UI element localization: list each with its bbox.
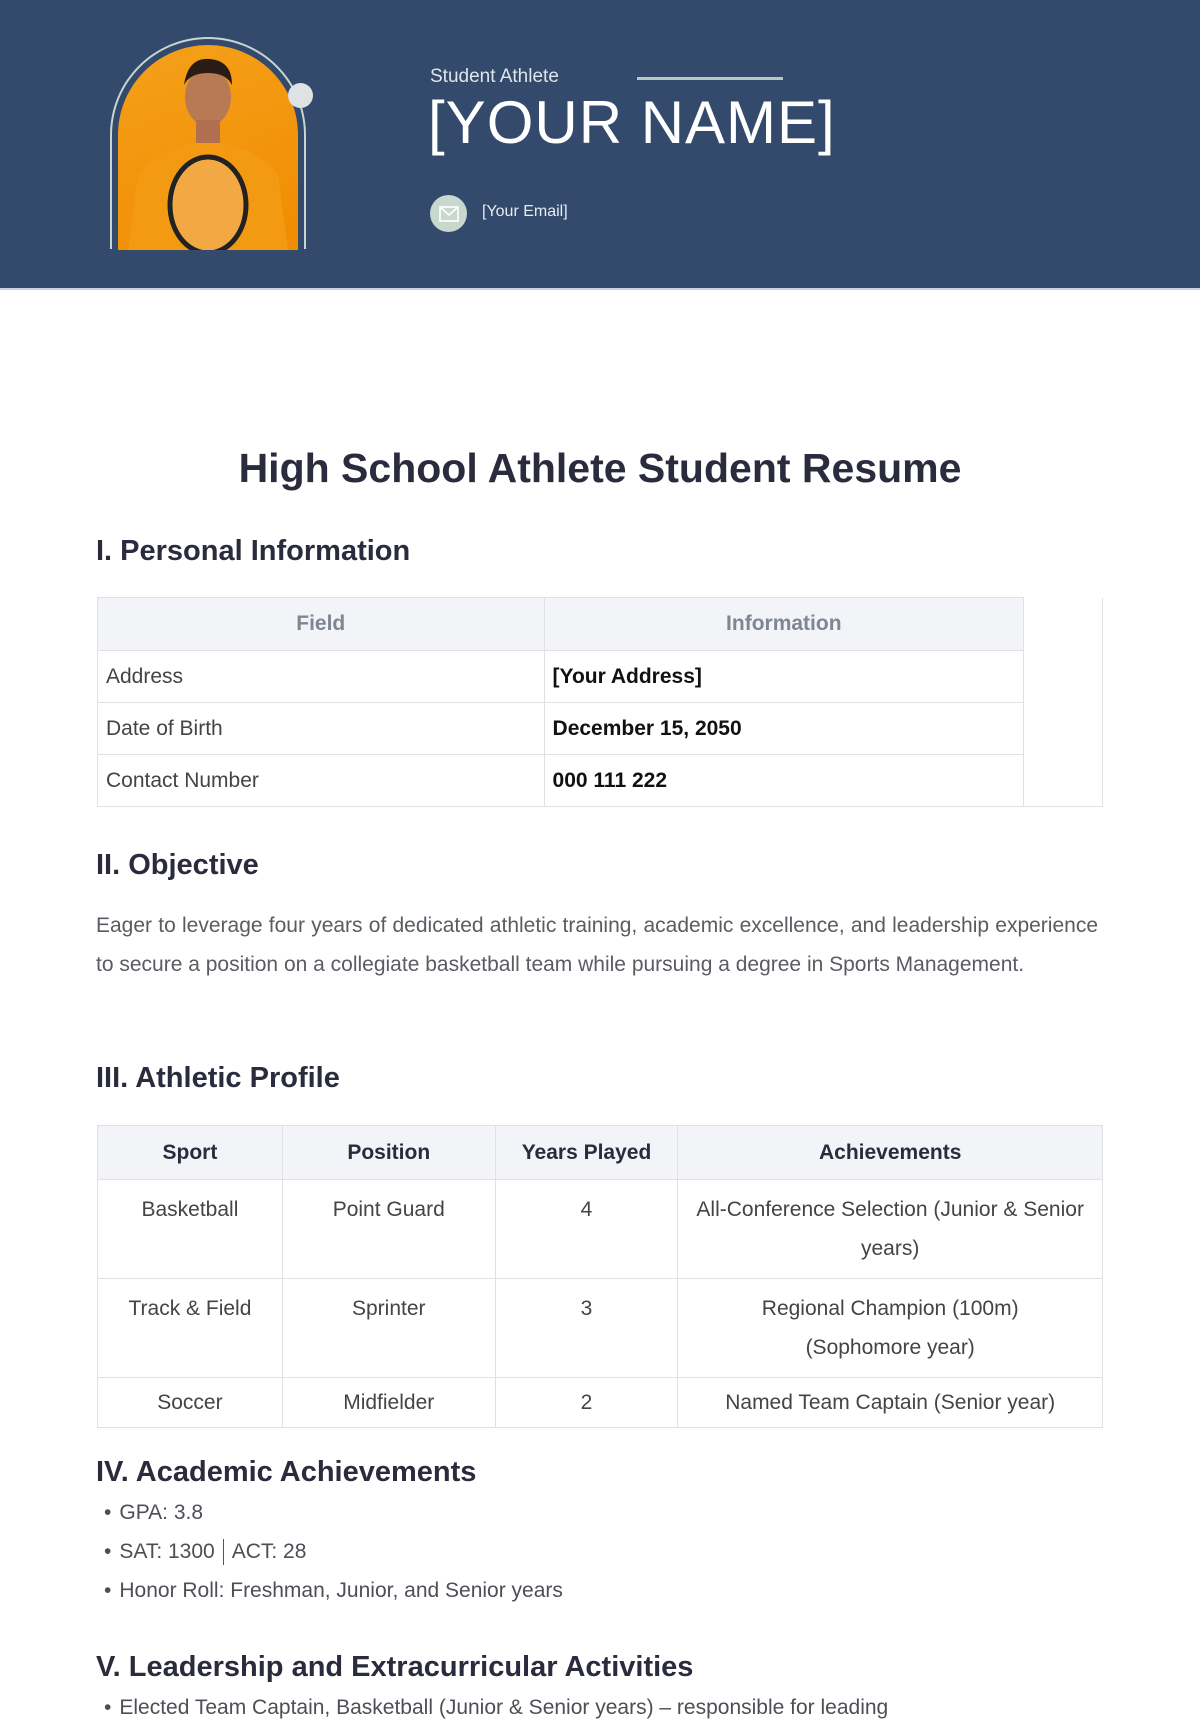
position-cell: Midfielder: [282, 1378, 495, 1428]
header-subtitle: Student Athlete: [430, 66, 559, 87]
section-heading-personal: I. Personal Information: [96, 535, 411, 567]
decorative-dot: [288, 83, 313, 108]
document-title: High School Athlete Student Resume: [238, 445, 962, 491]
field-cell: Address: [98, 651, 545, 703]
years-cell: 4: [495, 1180, 678, 1279]
column-header: Field: [98, 598, 545, 651]
info-cell: December 15, 2050: [544, 703, 1024, 755]
academic-list: [104, 1493, 563, 1610]
column-header: Information: [544, 598, 1024, 651]
column-header: Sport: [98, 1126, 283, 1180]
header-name: [YOUR NAME]: [428, 89, 836, 156]
list-item: • SAT: 1300 ACT: 28: [104, 1532, 563, 1571]
years-cell: 2: [495, 1378, 678, 1428]
table-header-row: [98, 1126, 1103, 1180]
position-cell: Point Guard: [282, 1180, 495, 1279]
table-row: [98, 1279, 1103, 1378]
section-heading-objective: II. Objective: [96, 849, 259, 881]
achievements-cell: Named Team Captain (Senior year): [678, 1378, 1103, 1428]
column-header: Achievements: [678, 1126, 1103, 1180]
section-heading-athletic: III. Athletic Profile: [96, 1062, 340, 1094]
objective-text: Eager to leverage four years of dedicated athletic training, academic excellence, and leadership experience to secure a position on a collegiate basketball team while pursuing a degree in Sports Management.: [96, 914, 1098, 976]
achievements-cell: All-Conference Selection (Junior & Senior years): [678, 1180, 1103, 1279]
athletic-profile-table: [97, 1125, 1103, 1428]
section-heading-academic: IV. Academic Achievements: [96, 1456, 477, 1488]
field-cell: Contact Number: [98, 755, 545, 807]
personal-info-table: [97, 597, 1103, 807]
header-divider: [637, 77, 783, 80]
table-row: [98, 1180, 1103, 1279]
list-item: • Elected Team Captain, Basketball (Junior & Senior years) – responsible for leading: [104, 1688, 888, 1727]
table-row: [98, 651, 1103, 703]
email-icon: [430, 195, 467, 232]
info-cell: 000 111 222: [544, 755, 1024, 807]
table-header-row: [98, 598, 1103, 651]
leadership-list: [104, 1688, 888, 1727]
column-header: Years Played: [495, 1126, 678, 1180]
years-cell: 3: [495, 1279, 678, 1378]
section-heading-leadership: V. Leadership and Extracurricular Activities: [96, 1651, 694, 1683]
sport-cell: Track & Field: [98, 1279, 283, 1378]
field-cell: Date of Birth: [98, 703, 545, 755]
position-cell: Sprinter: [282, 1279, 495, 1378]
divider: [223, 1539, 224, 1565]
list-item: • Honor Roll: Freshman, Junior, and Senior years: [104, 1571, 563, 1610]
sport-cell: Basketball: [98, 1180, 283, 1279]
table-row: [98, 1378, 1103, 1428]
list-item: • GPA: 3.8: [104, 1493, 563, 1532]
info-cell: [Your Address]: [544, 651, 1024, 703]
header-email[interactable]: [Your Email]: [482, 203, 568, 220]
table-row: [98, 703, 1103, 755]
sport-cell: Soccer: [98, 1378, 283, 1428]
column-header: Position: [282, 1126, 495, 1180]
table-row: [98, 755, 1103, 807]
achievements-cell: Regional Champion (100m) (Sophomore year): [678, 1279, 1103, 1378]
header-banner: [0, 0, 1200, 290]
profile-photo: [118, 45, 298, 250]
